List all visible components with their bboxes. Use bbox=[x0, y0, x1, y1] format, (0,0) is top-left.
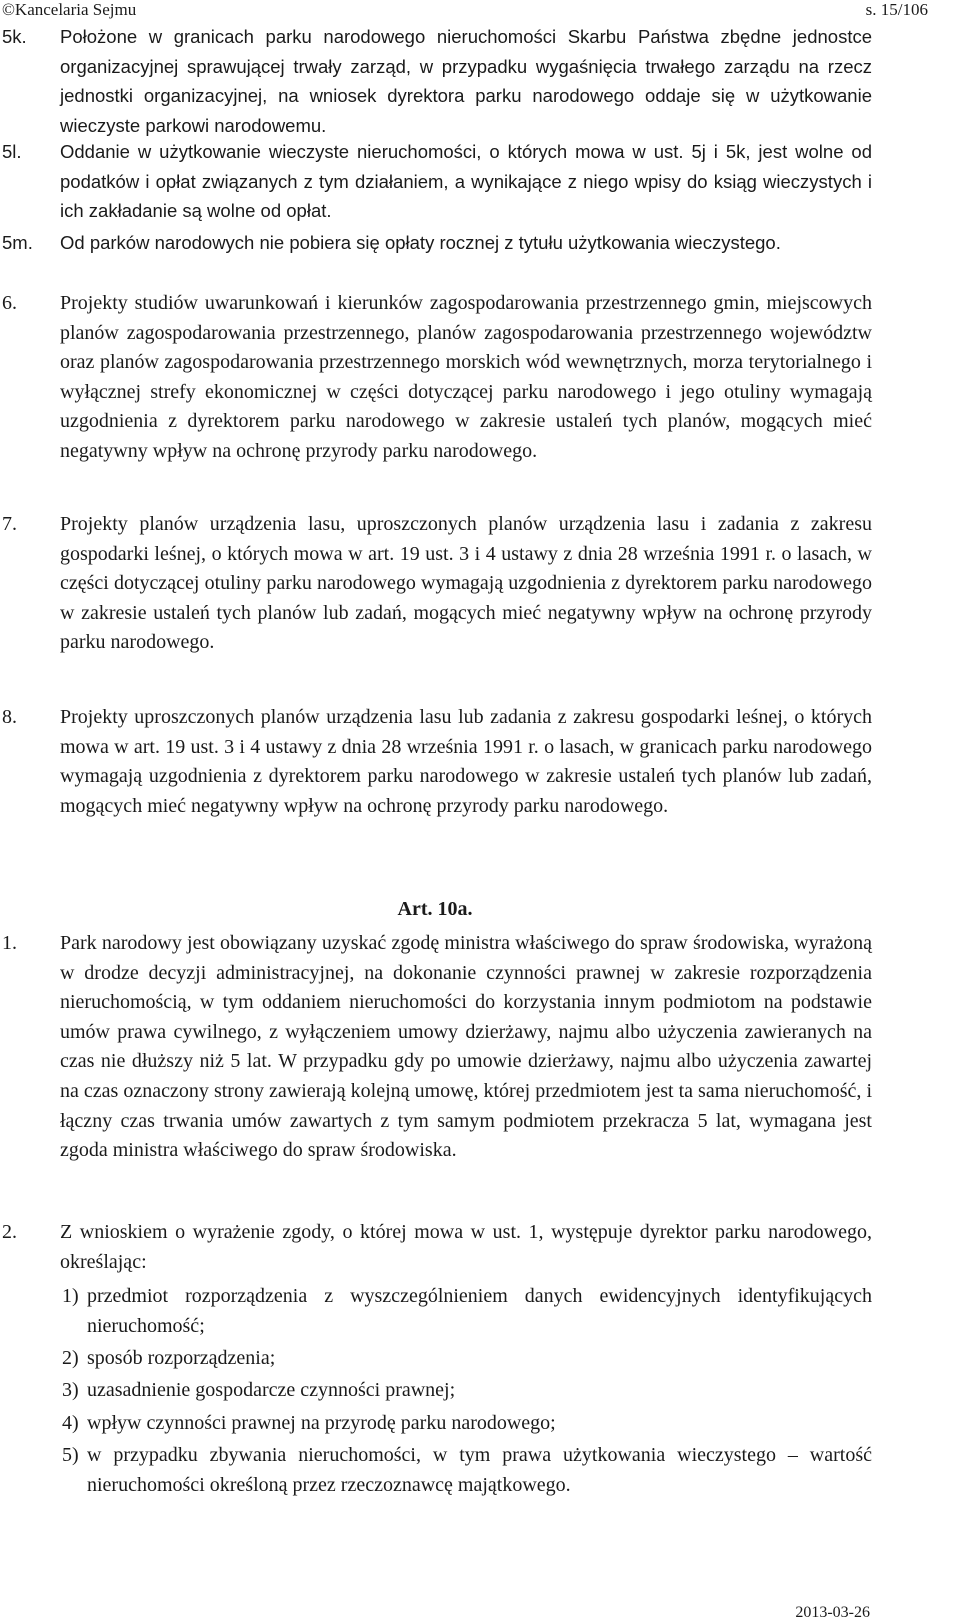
paragraph-6 bbox=[2, 289, 872, 467]
paragraph-text: Od parków narodowych nie pobiera się opłaty rocznej z tytułu użytkowania wieczystego. bbox=[60, 232, 781, 253]
item-text: przedmiot rozporządzenia z wyszczególnieniem danych ewidencyjnych identyfikujących nieruchomość; bbox=[87, 1285, 872, 1337]
page-number: s. 15/106 bbox=[865, 0, 928, 19]
paragraph-7 bbox=[2, 510, 872, 658]
paragraph-5l bbox=[2, 137, 872, 226]
paragraph-number: 5k. bbox=[2, 26, 27, 47]
item-number: 4) bbox=[62, 1412, 79, 1434]
item-number: 3) bbox=[62, 1379, 79, 1401]
header-left: ©Kancelaria Sejmu bbox=[2, 0, 137, 19]
paragraph-8 bbox=[2, 703, 872, 821]
paragraph-text: Położone w granicach parku narodowego nieruchomości Skarbu Państwa zbędne jednostce organizacyjnej sprawującej trwały zarząd, w przypadku wygaśnięcia trwałego zarządu na rzecz jednostki organizacyjnej, na wniosek dyrektora parku narodowego oddaje się w użytkowanie wieczyste parkowi narodowemu. bbox=[60, 26, 872, 136]
paragraph-number: 7. bbox=[2, 513, 17, 535]
paragraph-text: Projekty uproszczonych planów urządzenia lasu lub zadania z zakresu gospodarki leśnej, o których mowa w art. 19 ust. 3 i 4 ustawy z dnia 28 września 1991 r. o lasach, w granicach parku narodowego wymagają uzgodnienia z dyrektorem parku narodowego w zakresie ustaleń tych planów lub zadań, mogących mieć negatywny wpływ na ochronę przyrody parku narodowego. bbox=[60, 706, 872, 817]
item-text: sposób rozporządzenia; bbox=[87, 1347, 276, 1369]
paragraph-text: Projekty planów urządzenia lasu, uproszczonych planów urządzenia lasu i zadania z zakresu gospodarki leśnej, o których mowa w art. 19 ust. 3 i 4 ustawy z dnia 28 września 1991 r. o lasach, w części dotyczącej otuliny parku narodowego wymagają uzgodnienia z dyrektorem parku narodowego w zakresie ustaleń tych planów lub zadań, mogących mieć negatywny wpływ na ochronę przyrody parku narodowego. bbox=[60, 513, 872, 654]
article-title: Art. 10a. bbox=[397, 898, 473, 920]
footer-date: 2013-03-26 bbox=[795, 1604, 870, 1621]
paragraph-number: 2. bbox=[2, 1221, 17, 1243]
paragraph-text: Oddanie w użytkowanie wieczyste nieruchomości, o których mowa w ust. 5j i 5k, jest wolne od podatków i opłat związanych z tym działaniem, a wynikające z niego wpisy do ksiąg wieczystych i ich zakładanie są wolne od opłat. bbox=[60, 141, 872, 222]
paragraph-number: 8. bbox=[2, 706, 17, 728]
list-item-5 bbox=[62, 1441, 872, 1500]
list-item-1 bbox=[62, 1282, 872, 1341]
list-item-4 bbox=[62, 1409, 872, 1439]
paragraph-number: 6. bbox=[2, 292, 17, 314]
item-number: 2) bbox=[62, 1347, 79, 1369]
item-number: 5) bbox=[62, 1444, 79, 1466]
list-item-2 bbox=[62, 1344, 872, 1374]
paragraph-number: 1. bbox=[2, 932, 17, 954]
item-text: w przypadku zbywania nieruchomości, w tym prawa użytkowania wieczystego – wartość nieruchomości określoną przez rzeczoznawcę majątkowego. bbox=[87, 1444, 872, 1496]
paragraph-text: Z wnioskiem o wyrażenie zgody, o której mowa w ust. 1, występuje dyrektor parku narodowego, określając: bbox=[60, 1221, 872, 1273]
paragraph-number: 5m. bbox=[2, 232, 33, 253]
item-text: uzasadnienie gospodarcze czynności prawnej; bbox=[87, 1379, 456, 1401]
paragraph-number: 5l. bbox=[2, 141, 22, 162]
item-number: 1) bbox=[62, 1285, 79, 1307]
article-paragraph-2 bbox=[2, 1218, 872, 1277]
paragraph-5m bbox=[2, 228, 872, 258]
paragraph-5k bbox=[2, 22, 872, 140]
list-item-3 bbox=[62, 1376, 872, 1406]
article-paragraph-1 bbox=[2, 929, 872, 1166]
paragraph-text: Projekty studiów uwarunkowań i kierunków zagospodarowania przestrzennego gmin, miejscowych planów zagospodarowania przestrzennego, planów zagospodarowania przestrzennego województw oraz planów zagospodarowania przestrzennego morskich wód wewnętrznych, morza terytorialnego i wyłącznej strefy ekonomicznej w części dotyczącej parku narodowego i jego otuliny wymagają uzgodnienia z dyrektorem parku narodowego w zakresie ustaleń tych planów, mogących mieć negatywny wpływ na ochronę przyrody parku narodowego. bbox=[60, 292, 872, 462]
paragraph-text: Park narodowy jest obowiązany uzyskać zgodę ministra właściwego do spraw środowiska, wyrażoną w drodze decyzji administracyjnej, na dokonanie czynności prawnej w zakresie rozporządzenia nieruchomością, w tym oddaniem nieruchomości do korzystania innym podmiotom na podstawie umów prawa cywilnego, z wyłączeniem umowy dzierżawy, najmu albo użyczenia zawieranych na czas nie dłuższy niż 5 lat. W przypadku gdy po umowie dzierżawy, najmu albo użyczenia zawartej na czas oznaczony strony zawierają kolejną umowę, której przedmiotem jest ta sama nieruchomość, i łączny czas trwania umów zawartych z tym samym podmiotem przekracza 5 lat, wymagana jest zgoda ministra właściwego do spraw środowiska. bbox=[60, 932, 872, 1162]
item-text: wpływ czynności prawnej na przyrodę parku narodowego; bbox=[87, 1412, 556, 1434]
